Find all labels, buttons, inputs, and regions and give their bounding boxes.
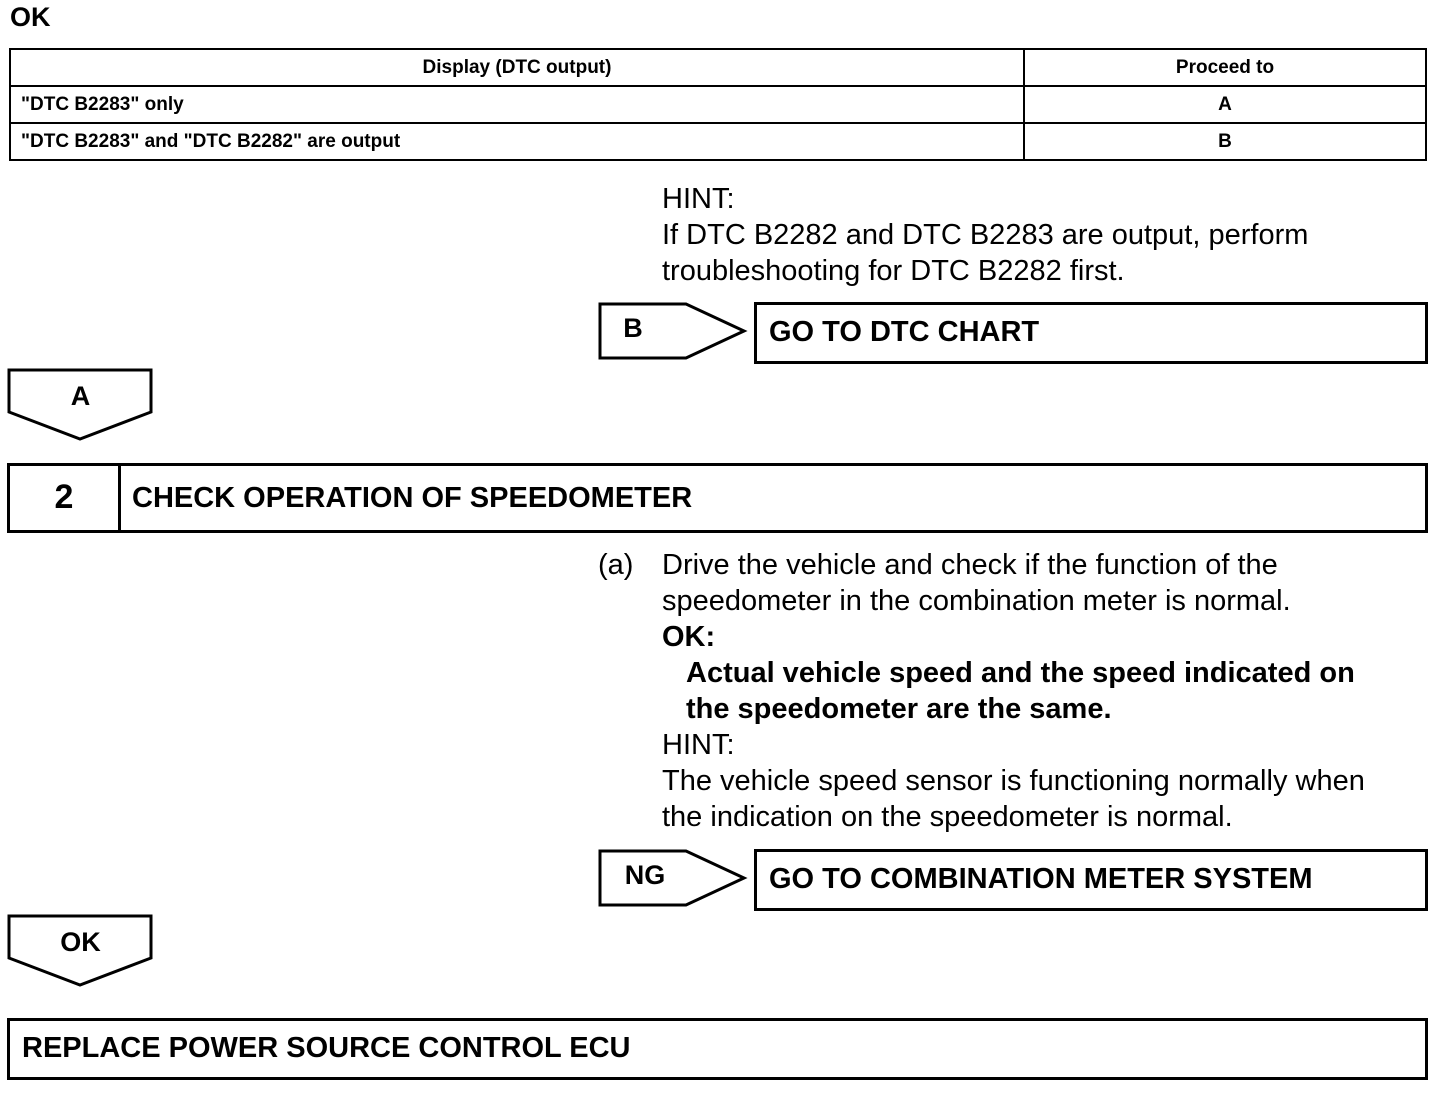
table-header-proceed: Proceed to [1024,49,1426,86]
table-cell: "DTC B2283" only [10,86,1024,123]
table-header-row [10,49,1426,86]
hint-line: The vehicle speed sensor is functioning normally when [662,765,1365,797]
step-divider [118,466,121,530]
table-cell: B [1024,123,1426,160]
ok-criteria-line: Actual vehicle speed and the speed indicated on [686,657,1355,689]
hint-line: If DTC B2282 and DTC B2283 are output, perform [662,219,1309,251]
result-label: OK [10,2,51,32]
arrow-a-label: A [70,381,91,411]
branch-b-label: B [623,313,643,343]
arrow-ok-label: OK [60,927,101,957]
table-cell: A [1024,86,1426,123]
hint-label: HINT: [662,729,735,761]
step-title: CHECK OPERATION OF SPEEDOMETER [132,482,693,514]
hint-line: troubleshooting for DTC B2282 first. [662,255,1125,287]
final-action-text: REPLACE POWER SOURCE CONTROL ECU [22,1032,631,1064]
table-cell: "DTC B2283" and "DTC B2282" are output [10,123,1024,160]
final-action-box[interactable] [7,1018,1428,1080]
goto-combination-meter-text: GO TO COMBINATION METER SYSTEM [769,863,1313,895]
table-header-display: Display (DTC output) [10,49,1024,86]
ok-criteria-line: the speedometer are the same. [686,693,1112,725]
hint-block [662,181,1308,289]
instruction-marker: (a) [598,549,634,581]
instruction-block [662,547,1365,835]
hint-line: the indication on the speedometer is normal. [662,801,1233,833]
instruction-line: speedometer in the combination meter is normal. [662,585,1291,617]
branch-ng-label: NG [624,860,666,890]
step-number: 2 [54,478,74,516]
goto-combination-meter-box[interactable] [754,849,1428,911]
table-row [10,86,1426,123]
table-row [10,123,1426,160]
ok-label: OK: [662,621,716,653]
instruction-line: Drive the vehicle and check if the function of the [662,549,1278,581]
step-header [7,463,1428,533]
goto-dtc-chart-box[interactable] [754,302,1428,364]
dtc-table [9,48,1427,161]
hint-label: HINT: [662,183,735,215]
goto-dtc-chart-text: GO TO DTC CHART [769,316,1040,348]
